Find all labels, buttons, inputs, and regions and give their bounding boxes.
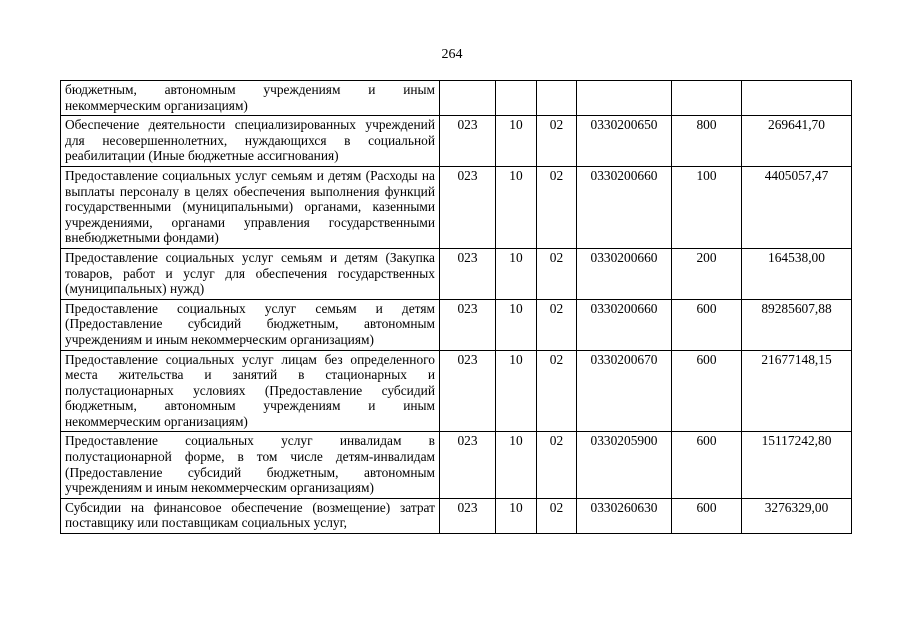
expense-type-code: 600: [672, 498, 742, 533]
row-description: Субсидии на финансовое обеспечение (возмещение) затрат поставщику или поставщикам социальных услуг,: [61, 498, 440, 533]
subsection-code: 02: [537, 350, 577, 432]
row-description: Обеспечение деятельности специализированных учреждений для несовершеннолетних, нуждающихся в социальной реабилитации (Иные бюджетные ассигнования): [61, 116, 440, 167]
ministry-code: [440, 81, 496, 116]
amount: 4405057,47: [742, 166, 852, 248]
expense-type-code: 100: [672, 166, 742, 248]
section-code: 10: [496, 116, 537, 167]
section-code: [496, 81, 537, 116]
amount: 269641,70: [742, 116, 852, 167]
target-article-code: 0330200660: [577, 166, 672, 248]
budget-table: [60, 80, 852, 534]
expense-type-code: 600: [672, 299, 742, 350]
target-article-code: 0330200660: [577, 248, 672, 299]
amount: 21677148,15: [742, 350, 852, 432]
subsection-code: 02: [537, 116, 577, 167]
amount: [742, 81, 852, 116]
ministry-code: 023: [440, 432, 496, 498]
amount: 89285607,88: [742, 299, 852, 350]
amount: 164538,00: [742, 248, 852, 299]
subsection-code: 02: [537, 432, 577, 498]
table-row: [61, 498, 852, 533]
expense-type-code: [672, 81, 742, 116]
section-code: 10: [496, 299, 537, 350]
target-article-code: [577, 81, 672, 116]
subsection-code: 02: [537, 498, 577, 533]
row-description: Предоставление социальных услуг семьям и детям (Предоставление субсидий бюджетным, автономным учреждениям и иным некоммерческим организациям): [61, 299, 440, 350]
ministry-code: 023: [440, 498, 496, 533]
expense-type-code: 600: [672, 432, 742, 498]
page-number: 264: [441, 47, 463, 62]
target-article-code: 0330200670: [577, 350, 672, 432]
amount: 15117242,80: [742, 432, 852, 498]
subsection-code: 02: [537, 299, 577, 350]
section-code: 10: [496, 166, 537, 248]
expense-type-code: 200: [672, 248, 742, 299]
table-row: [61, 248, 852, 299]
section-code: 10: [496, 498, 537, 533]
table-row: [61, 116, 852, 167]
expense-type-code: 800: [672, 116, 742, 167]
ministry-code: 023: [440, 166, 496, 248]
row-description: Предоставление социальных услуг семьям и детям (Закупка товаров, работ и услуг для обеспечения государственных (муниципальных) нужд): [61, 248, 440, 299]
table-row: [61, 432, 852, 498]
target-article-code: 0330200650: [577, 116, 672, 167]
section-code: 10: [496, 432, 537, 498]
row-description: бюджетным, автономным учреждениям и иным некоммерческим организациям): [61, 81, 440, 116]
ministry-code: 023: [440, 248, 496, 299]
row-description: Предоставление социальных услуг лицам без определенного места жительства и занятий в стационарных и полустационарных условиях (Предоставление субсидий бюджетным, автономным учреждениям и иным некоммерческим организациям): [61, 350, 440, 432]
row-description: Предоставление социальных услуг семьям и детям (Расходы на выплаты персоналу в целях обеспечения выполнения функций государственными (муниципальными) органами, казенными учреждениями, органами управления государственными внебюджетными фондами): [61, 166, 440, 248]
table-row: [61, 299, 852, 350]
ministry-code: 023: [440, 299, 496, 350]
table-row: [61, 166, 852, 248]
subsection-code: 02: [537, 166, 577, 248]
table-row: [61, 81, 852, 116]
ministry-code: 023: [440, 350, 496, 432]
section-code: 10: [496, 248, 537, 299]
target-article-code: 0330260630: [577, 498, 672, 533]
table-row: [61, 350, 852, 432]
subsection-code: 02: [537, 248, 577, 299]
expense-type-code: 600: [672, 350, 742, 432]
amount: 3276329,00: [742, 498, 852, 533]
target-article-code: 0330200660: [577, 299, 672, 350]
subsection-code: [537, 81, 577, 116]
section-code: 10: [496, 350, 537, 432]
row-description: Предоставление социальных услуг инвалидам в полустационарной форме, в том числе детям-инвалидам (Предоставление субсидий бюджетным, автономным учреждениям и иным некоммерческим организациям): [61, 432, 440, 498]
target-article-code: 0330205900: [577, 432, 672, 498]
ministry-code: 023: [440, 116, 496, 167]
